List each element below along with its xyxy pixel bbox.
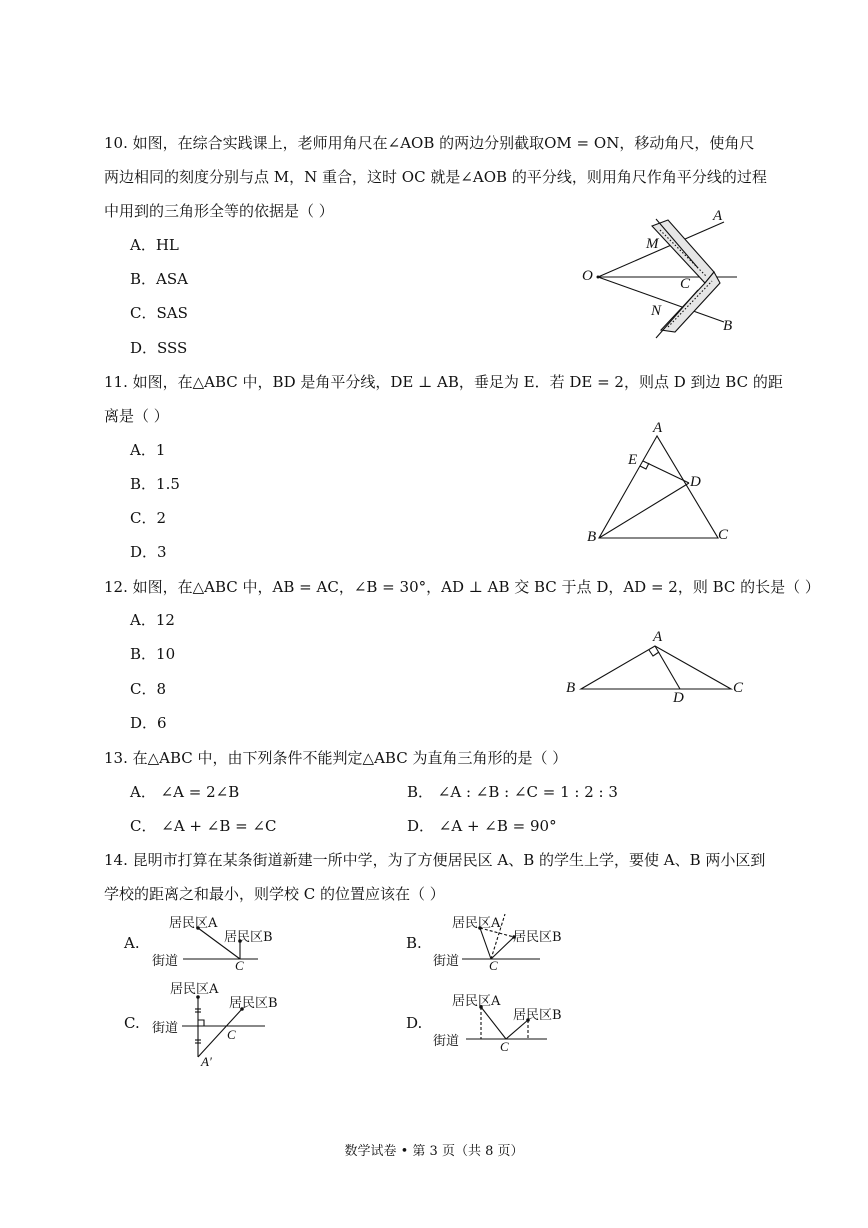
q14-line-1: 14. 昆明市打算在某条街道新建一所中学，为了方便居民区 A、B 的学生上学，要使 A、B 两小区到 (104, 851, 766, 869)
q11-label-c: C (718, 527, 729, 543)
q14c-label-residential-b: 居民区B (229, 996, 278, 1011)
q11-line-2: 离是（ ） (104, 407, 169, 425)
q10-option-a: A．HL (130, 236, 179, 254)
q14-line-2: 学校的距离之和最小，则学校 C 的位置应该在（ ） (104, 885, 445, 903)
q10-label-o: O (582, 268, 593, 284)
q10-label-n: N (651, 303, 662, 319)
q14a-label-c: C (235, 958, 244, 973)
q14b-label-residential-a: 居民区A (452, 916, 501, 931)
q10-option-b: B．ASA (130, 270, 188, 288)
q13-option-c: C． ∠A + ∠B = ∠C (130, 817, 277, 835)
q14b-label-c: C (489, 958, 498, 973)
q13-option-d: D． ∠A + ∠B = 90° (407, 817, 557, 835)
q10-option-c: C．SAS (130, 304, 188, 322)
q12-label-a: A (653, 629, 663, 645)
q14a-label-residential-a: 居民区A (169, 916, 218, 931)
q12-option-d: D．6 (130, 714, 167, 732)
q10-line-3: 中用到的三角形全等的依据是（ ） (104, 202, 334, 220)
q12-label-d: D (673, 690, 684, 706)
q12-option-c: C．8 (130, 680, 167, 698)
q14d-label-c: C (500, 1039, 509, 1054)
q11-label-b: B (587, 529, 597, 545)
q10-label-c: C (680, 276, 691, 292)
q14c-label-street: 街道 (152, 1021, 179, 1036)
q13-line-1: 13. 在△ABC 中，由下列条件不能判定△ABC 为直角三角形的是（ ） (104, 749, 568, 767)
q10-option-d: D．SSS (130, 339, 188, 357)
q10-label-m: M (646, 236, 659, 252)
q14d-label-residential-a: 居民区A (452, 994, 501, 1009)
q11-option-d: D．3 (130, 543, 167, 561)
q14c-label-residential-a: 居民区A (170, 982, 219, 997)
q14a-label-residential-b: 居民区B (224, 930, 273, 945)
q11-label-d: D (690, 474, 701, 490)
q13-option-b: B． ∠A : ∠B : ∠C = 1 : 2 : 3 (407, 783, 618, 801)
q11-line-1: 11. 如图，在△ABC 中，BD 是角平分线，DE ⊥ AB，垂足为 E．若 DE = 2，则点 D 到边 BC 的距 (104, 373, 783, 391)
page-footer: 数学试卷 • 第 3 页（共 8 页） (344, 1144, 524, 1159)
q14-option-d: D. (406, 1014, 423, 1032)
q14-option-b: B. (406, 934, 422, 952)
q11-option-b: B．1.5 (130, 475, 180, 493)
q14c-label-c: C (227, 1027, 236, 1042)
q11-option-a: A．1 (130, 441, 166, 459)
q14b-label-residential-b: 居民区B (513, 930, 562, 945)
q10-label-b: B (723, 318, 733, 334)
q10-line-2: 两边相同的刻度分别与点 M，N 重合，这时 OC 就是∠AOB 的平分线，则用角尺作角平分线的过程 (104, 168, 767, 186)
q10-line-1: 10. 如图，在综合实践课上，老师用角尺在∠AOB 的两边分别截取OM = ON，移动角尺，使角尺 (104, 134, 755, 152)
q14-option-c: C. (124, 1014, 140, 1032)
q14d-label-street: 街道 (433, 1034, 460, 1049)
q14d-label-residential-b: 居民区B (513, 1008, 562, 1023)
q12-line-1: 12. 如图，在△ABC 中，AB = AC，∠B = 30°，AD ⊥ AB 交 BC 于点 D，AD = 2，则 BC 的长是（ ） (104, 578, 820, 596)
q11-option-c: C．2 (130, 509, 167, 527)
q14c-label-a-prime: A′ (201, 1054, 212, 1069)
q13-option-a: A． ∠A = 2∠B (130, 783, 240, 801)
q12-label-b: B (566, 680, 576, 696)
q11-label-e: E (628, 452, 638, 468)
q12-option-b: B．10 (130, 645, 176, 663)
q14a-label-street: 街道 (152, 954, 179, 969)
q11-label-a: A (653, 420, 663, 436)
q10-label-a: A (713, 208, 723, 224)
q12-label-c: C (733, 680, 744, 696)
q12-option-a: A．12 (130, 611, 175, 629)
q14b-label-street: 街道 (433, 954, 460, 969)
q14-option-a: A. (124, 934, 140, 952)
